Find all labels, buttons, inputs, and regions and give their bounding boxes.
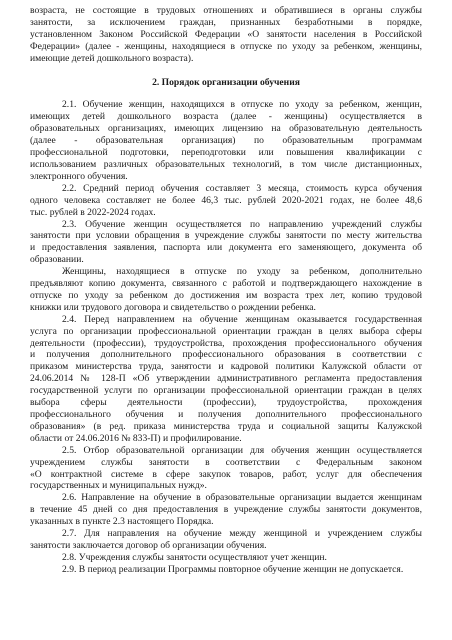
text-line: образовательных организациях, имеющих лицензию на образовательную деятельность xyxy=(30,123,422,135)
paragraph-2-8 xyxy=(30,552,422,564)
paragraph-2-5 xyxy=(30,445,422,493)
text-line: предъявляют копию документа, связанного с работой и подтверждающего нахождение в xyxy=(30,278,422,290)
text-line: 24.06.2014 № 128-П «Об утверждении административного регламента предоставления xyxy=(30,373,422,385)
text-line: 2.3. Обучение женщин осуществляется по направлению учреждений службы xyxy=(62,218,422,230)
text-line: деятельности (профессии), трудоустройства, прохождения профессионального обучения xyxy=(30,337,422,349)
text-line: 2.2. Средний период обучения составляет 3 месяца, стоимость курса обучения xyxy=(62,182,422,194)
paragraph-women-documents xyxy=(30,266,422,314)
text-line: занятости при условии обращения в учреждение службы занятости по месту жительства xyxy=(30,230,422,242)
text-line: «О контрактной системе в сфере закупок товаров, работ, услуг для обеспечения xyxy=(30,468,422,480)
text-line: Федерации» (далее - женщины, находящиеся в отпуске по уходу за ребенком, женщины, xyxy=(30,40,422,52)
text-line: электронного обучения. xyxy=(30,170,128,182)
text-line: занятости заключается договор об организации обучения. xyxy=(30,539,267,551)
section-heading: 2. Порядок организации обучения xyxy=(152,76,300,88)
text-line: и получения дополнительного профессионального образования в соответствии с xyxy=(30,349,422,361)
text-line: 2.7. Для направления на обучение между женщиной и учреждением службы xyxy=(62,528,422,540)
text-line: отпуске по уходу за ребенком до достижения им возраста трех лет, копию трудовой xyxy=(30,289,422,301)
text-line: услуга по организации профессиональной ориентации граждан в целях выбора сферы xyxy=(30,325,422,337)
text-line: 2.5. Отбор образовательной организации для обучения женщин осуществляется xyxy=(62,444,422,456)
paragraph-2-9 xyxy=(30,564,422,576)
text-line: государственной услуги по организации профессиональной ориентации граждан в целях xyxy=(30,385,422,397)
paragraph-2-1 xyxy=(30,99,422,182)
text-line: имеющие детей дошкольного возраста). xyxy=(30,52,194,64)
text-line: тыс. рублей в 2022-2024 годах. xyxy=(30,206,156,218)
text-line: Женщины, находящиеся в отпуске по уходу за ребенком, дополнительно xyxy=(62,266,422,278)
text-line: одного человека составляет не более 46,3 тыс. рублей 2020-2021 годах, не более 48,6 xyxy=(30,194,422,206)
paragraph-2-4 xyxy=(30,314,422,445)
paragraph-2-6 xyxy=(30,492,422,528)
text-line: 2.4. Перед направлением на обучение женщинам оказывается государственная xyxy=(62,313,422,325)
text-line: приказом министерства труда, занятости и кадровой политики Калужской области от xyxy=(30,361,422,373)
text-line: 2.1. Обучение женщин, находящихся в отпуске по уходу за ребенком, женщин, xyxy=(62,99,422,111)
text-line: (далее - образовательная организация) по образовательным программам xyxy=(30,135,422,147)
text-line: государственных и муниципальных нужд». xyxy=(30,480,207,492)
text-line: образовании. xyxy=(30,254,84,266)
intro-paragraph xyxy=(30,5,422,65)
text-line: в течение 45 дней со дня предоставления в учреждение службы занятости документов, xyxy=(30,504,422,516)
text-line: образования» (в ред. приказа министерства труда и социальной защиты Калужской xyxy=(30,420,422,432)
paragraph-2-3 xyxy=(30,219,422,267)
text-line: указанных в пункте 2.3 настоящего Порядка. xyxy=(30,516,214,528)
text-line: профессионального обучения и получения дополнительного профессионального xyxy=(30,409,422,420)
text-line: занятости, за исключением граждан, признанных безработными в порядке, xyxy=(30,16,422,28)
text-line: учреждением службы занятости в соответствии с Федеральным законом xyxy=(30,456,422,468)
text-line: 2.8. Учреждения службы занятости осуществляют учет женщин. xyxy=(62,551,327,563)
text-line: использованием различных образовательных технологий, в том числе дистанционных, xyxy=(30,158,422,170)
text-line: выбора сферы деятельности (профессии), трудоустройства, прохождения xyxy=(30,397,422,409)
text-line: имеющих детей дошкольного возраста (далее - женщины) осуществляется в xyxy=(30,111,422,123)
paragraph-2-2 xyxy=(30,183,422,219)
text-line: 2.9. В период реализации Программы повторное обучение женщин не допускается. xyxy=(62,563,404,575)
paragraph-2-7 xyxy=(30,528,422,552)
text-line: профессиональной подготовки, переподготовки или повышения квалификации с xyxy=(30,147,422,159)
text-line: возраста, не состоящие в трудовых отношениях и обратившиеся в органы службы xyxy=(30,5,422,16)
text-line: и предоставления заявления, паспорта или документа его заменяющего, документа об xyxy=(30,242,422,254)
text-line: книжки или трудового договора и свидетельство о рождении ребенка. xyxy=(30,301,316,313)
text-line: области от 24.06.2016 № 833-П) и профилирование. xyxy=(30,432,242,444)
text-line: 2.6. Направление на обучение в образовательные организации выдается женщинам xyxy=(62,492,422,504)
text-line: установленном Законом Российской Федерации «О занятости населения в Российской xyxy=(30,28,422,40)
